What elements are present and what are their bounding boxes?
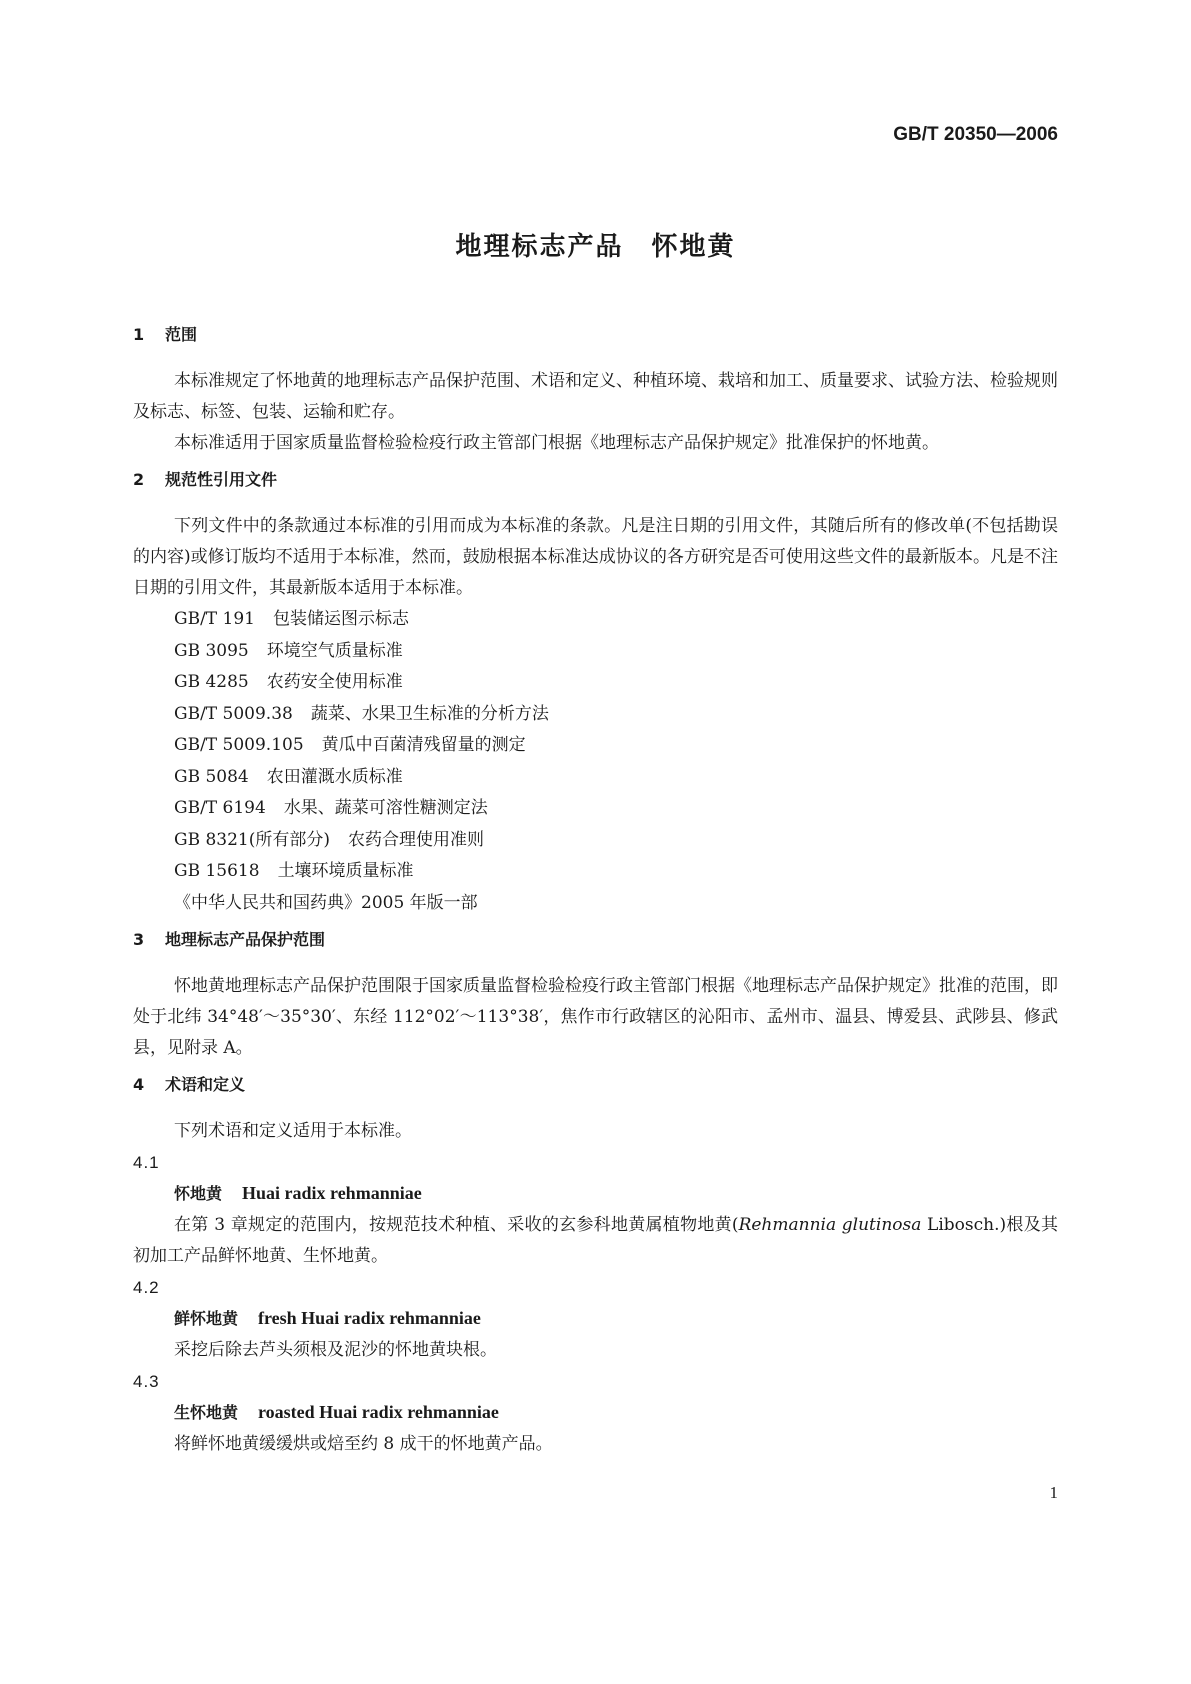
species-name: Rehmannia glutinosa bbox=[738, 1215, 922, 1235]
reference-item: 《中华人民共和国药典》2005 年版一部 bbox=[174, 892, 478, 913]
reference-item bbox=[133, 730, 1058, 762]
reference-code: GB 8321(所有部分) bbox=[174, 829, 331, 850]
document-body bbox=[133, 320, 1058, 1460]
reference-code: GB 5084 bbox=[174, 766, 249, 787]
term-english: fresh Huai radix rehmanniae bbox=[258, 1308, 481, 1328]
reference-item bbox=[133, 825, 1058, 857]
reference-code: GB 4285 bbox=[174, 672, 249, 692]
paragraph: 怀地黄地理标志产品保护范围限于国家质量监督检验检疫行政主管部门根据《地理标志产品保护规定》批准的范围，即处于北纬 34°48′～35°30′、东经 112°02′～113°38′，焦作市行政辖区的沁阳市、孟州市、温县、博爱县、武陟县、修武县，见附录 A。 bbox=[133, 976, 1058, 1058]
reference-item bbox=[133, 856, 1058, 888]
term-chinese: 生怀地黄 bbox=[174, 1403, 239, 1422]
definition-text: Libosch.)根及其初加工产品鲜怀地黄、生怀地黄。 bbox=[133, 1215, 1058, 1266]
section-3-heading bbox=[133, 925, 1058, 955]
reference-title: 环境空气质量标准 bbox=[266, 640, 403, 661]
section-title: 范围 bbox=[165, 325, 198, 344]
reference-code: GB/T 5009.38 bbox=[174, 703, 293, 724]
reference-title: 水果、蔬菜可溶性糖测定法 bbox=[283, 798, 488, 818]
standard-code: GB/T 20350—2006 bbox=[893, 124, 1058, 145]
normative-reference-list bbox=[133, 604, 1058, 919]
section-title: 术语和定义 bbox=[165, 1075, 246, 1094]
section-title: 地理标志产品保护范围 bbox=[165, 930, 326, 949]
document-title: 地理标志产品 怀地黄 bbox=[455, 232, 736, 262]
reference-item bbox=[133, 636, 1058, 668]
term-entry bbox=[133, 1397, 1058, 1429]
reference-item bbox=[133, 667, 1058, 699]
reference-title: 包装储运图示标志 bbox=[273, 609, 409, 629]
reference-title: 农药合理使用准则 bbox=[348, 829, 485, 850]
term-definition bbox=[133, 1210, 1058, 1272]
paragraph: 下列术语和定义适用于本标准。 bbox=[174, 1121, 412, 1141]
term-entry bbox=[133, 1303, 1058, 1335]
reference-item bbox=[133, 604, 1058, 636]
reference-title: 蔬菜、水果卫生标准的分析方法 bbox=[310, 703, 549, 724]
term-english: roasted Huai radix rehmanniae bbox=[258, 1402, 499, 1422]
reference-title: 黄瓜中百菌清残留量的测定 bbox=[321, 735, 526, 755]
section-2-heading bbox=[133, 465, 1058, 495]
term-chinese: 鲜怀地黄 bbox=[174, 1309, 239, 1328]
subclause-number: 4.3 bbox=[133, 1372, 160, 1391]
section-number: 2 bbox=[133, 470, 145, 489]
term-chinese: 怀地黄 bbox=[174, 1184, 223, 1203]
paragraph: 本标准规定了怀地黄的地理标志产品保护范围、术语和定义、种植环境、栽培和加工、质量要求、试验方法、检验规则及标志、标签、包装、运输和贮存。 bbox=[133, 371, 1058, 422]
term-entry bbox=[133, 1178, 1058, 1210]
section-4-heading bbox=[133, 1070, 1058, 1100]
subclause-number: 4.1 bbox=[133, 1153, 160, 1172]
section-1-heading bbox=[133, 320, 1058, 350]
section-number: 1 bbox=[133, 325, 145, 344]
reference-code: GB/T 5009.105 bbox=[174, 735, 304, 755]
reference-item bbox=[133, 793, 1058, 825]
reference-title: 农田灌溉水质标准 bbox=[266, 766, 403, 787]
subclause-number: 4.2 bbox=[133, 1278, 160, 1297]
page-number: 1 bbox=[1049, 1483, 1058, 1502]
term-english: Huai radix rehmanniae bbox=[242, 1183, 422, 1203]
term-definition: 将鲜怀地黄缓缓烘或焙至约 8 成干的怀地黄产品。 bbox=[174, 1434, 553, 1454]
term-definition: 采挖后除去芦头须根及泥沙的怀地黄块根。 bbox=[174, 1340, 497, 1360]
reference-code: GB 15618 bbox=[174, 861, 260, 881]
reference-code: GB/T 191 bbox=[174, 609, 255, 629]
reference-code: GB 3095 bbox=[174, 640, 249, 661]
paragraph: 下列文件中的条款通过本标准的引用而成为本标准的条款。凡是注日期的引用文件，其随后所有的修改单(不包括勘误的内容)或修订版均不适用于本标准，然而，鼓励根据本标准达成协议的各方研究是否可使用这些文件的最新版本。凡是不注日期的引用文件，其最新版本适用于本标准。 bbox=[133, 516, 1058, 598]
reference-code: GB/T 6194 bbox=[174, 798, 266, 818]
reference-item bbox=[133, 762, 1058, 794]
paragraph: 本标准适用于国家质量监督检验检疫行政主管部门根据《地理标志产品保护规定》批准保护的怀地黄。 bbox=[174, 433, 939, 453]
section-title: 规范性引用文件 bbox=[165, 470, 278, 489]
section-number: 3 bbox=[133, 930, 145, 949]
reference-title: 农药安全使用标准 bbox=[266, 672, 403, 692]
reference-title: 土壤环境质量标准 bbox=[277, 861, 414, 881]
definition-text: 在第 3 章规定的范围内，按规范技术种植、采收的玄参科地黄属植物地黄( bbox=[174, 1215, 739, 1235]
section-number: 4 bbox=[133, 1075, 145, 1094]
reference-item bbox=[133, 699, 1058, 731]
